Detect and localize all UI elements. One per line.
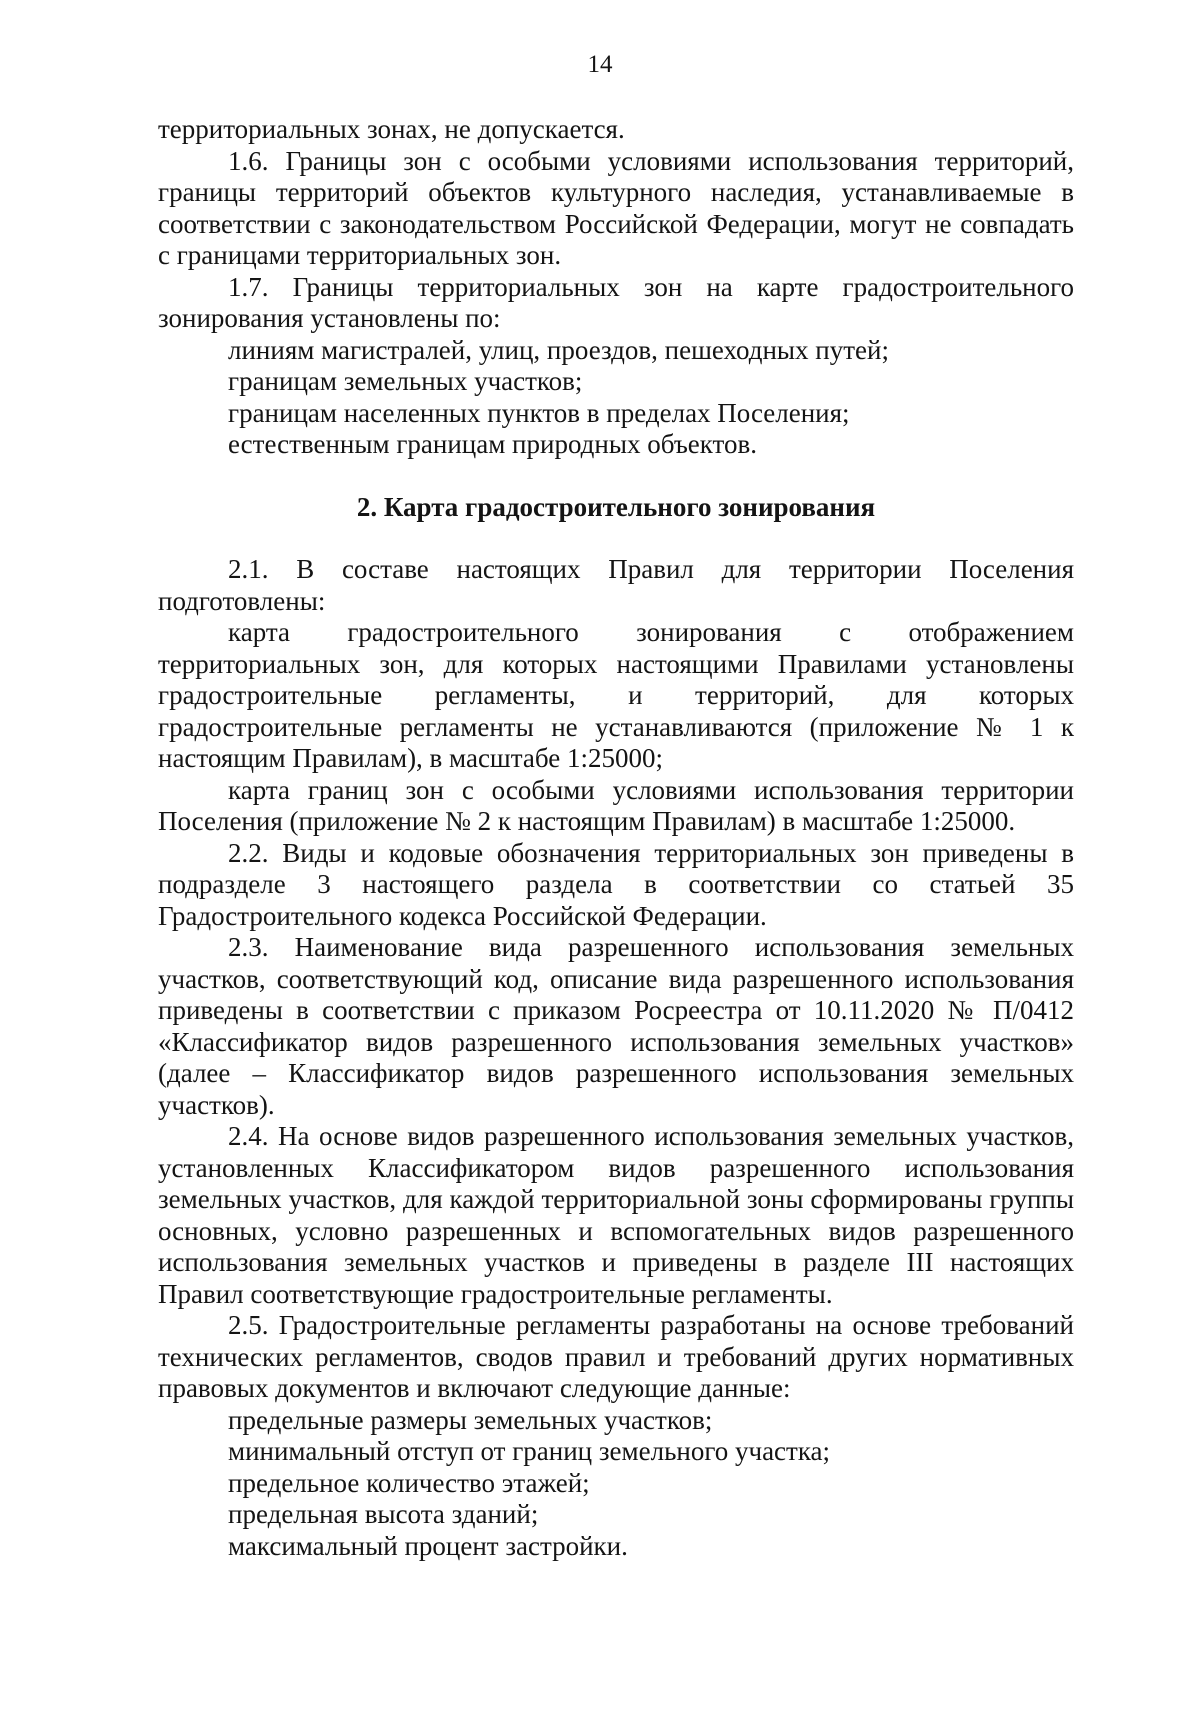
paragraph-2-4: 2.4. На основе видов разрешенного использования земельных участков, установленных Классификатором видов разрешенного использования земельных участков, для каждой территориальной зоны сформированы группы основных, условно разрешенных и вспомогательных видов разрешенного использования земельных участков и приведены в разделе III настоящих Правил соответствующие градостроительные регламенты. (158, 1121, 1074, 1309)
document-body (158, 114, 1074, 1562)
list-item: предельное количество этажей; (228, 1467, 590, 1498)
section-heading: 2. Карта градостроительного зонирования (356, 491, 876, 522)
list-item: предельная высота зданий; (228, 1499, 539, 1529)
list-item: предельные размеры земельных участков; (228, 1404, 713, 1435)
list-item: границам населенных пунктов в пределах Поселения; (228, 397, 850, 428)
page-number: 14 (587, 51, 613, 78)
paragraph-1-6: 1.6. Границы зон с особыми условиями использования территорий, границы территорий объектов культурного наследия, устанавливаемые в соответствии с законодательством Российской Федерации, могут не совпадать с границами территориальных зон. (158, 145, 1074, 270)
list-item: минимальный отступ от границ земельного участка; (228, 1436, 831, 1466)
list-item: естественным границам природных объектов. (228, 429, 757, 459)
paragraph-2-2: 2.2. Виды и кодовые обозначения территориальных зон приведены в подразделе 3 настоящего раздела в соответствии со статьей 35 Градостроительного кодекса Российской Федерации. (158, 837, 1074, 931)
paragraph-continuation: территориальных зонах, не допускается. (158, 114, 625, 144)
paragraph-1-7: 1.7. Границы территориальных зон на карте градостроительного зонирования установлены по: (158, 271, 1074, 333)
paragraph-2-5: 2.5. Градостроительные регламенты разработаны на основе требований технических регламентов, сводов правил и требований других нормативных правовых документов и включают следующие данные: (158, 1310, 1074, 1403)
paragraph-2-1-b: карта границ зон с особыми условиями использования территории Поселения (приложение № 2 к настоящим Правилам) в масштабе 1:25000. (158, 774, 1074, 836)
paragraph-2-1-a: карта градостроительного зонирования с отображением территориальных зон, для которых настоящими Правилами установлены градостроительные регламенты, и территорий, для которых градостроительные регламенты не устанавливаются (приложение № 1 к настоящим Правилам), в масштабе 1:25000; (158, 617, 1074, 773)
paragraph-2-1: 2.1. В составе настоящих Правил для территории Поселения подготовлены: (158, 554, 1074, 616)
list-item: линиям магистралей, улиц, проездов, пешеходных путей; (228, 334, 889, 365)
list-item: максимальный процент застройки. (228, 1530, 628, 1561)
list-item: границам земельных участков; (228, 366, 583, 396)
paragraph-2-3: 2.3. Наименование вида разрешенного использования земельных участков, соответствующий код, описание вида разрешенного использования приведены в соответствии с приказом Росреестра от 10.11.2020 № П/0412 «Классификатор видов разрешенного использования земельных участков» (далее – Классификатор видов разрешенного использования земельных участков). (158, 932, 1074, 1120)
